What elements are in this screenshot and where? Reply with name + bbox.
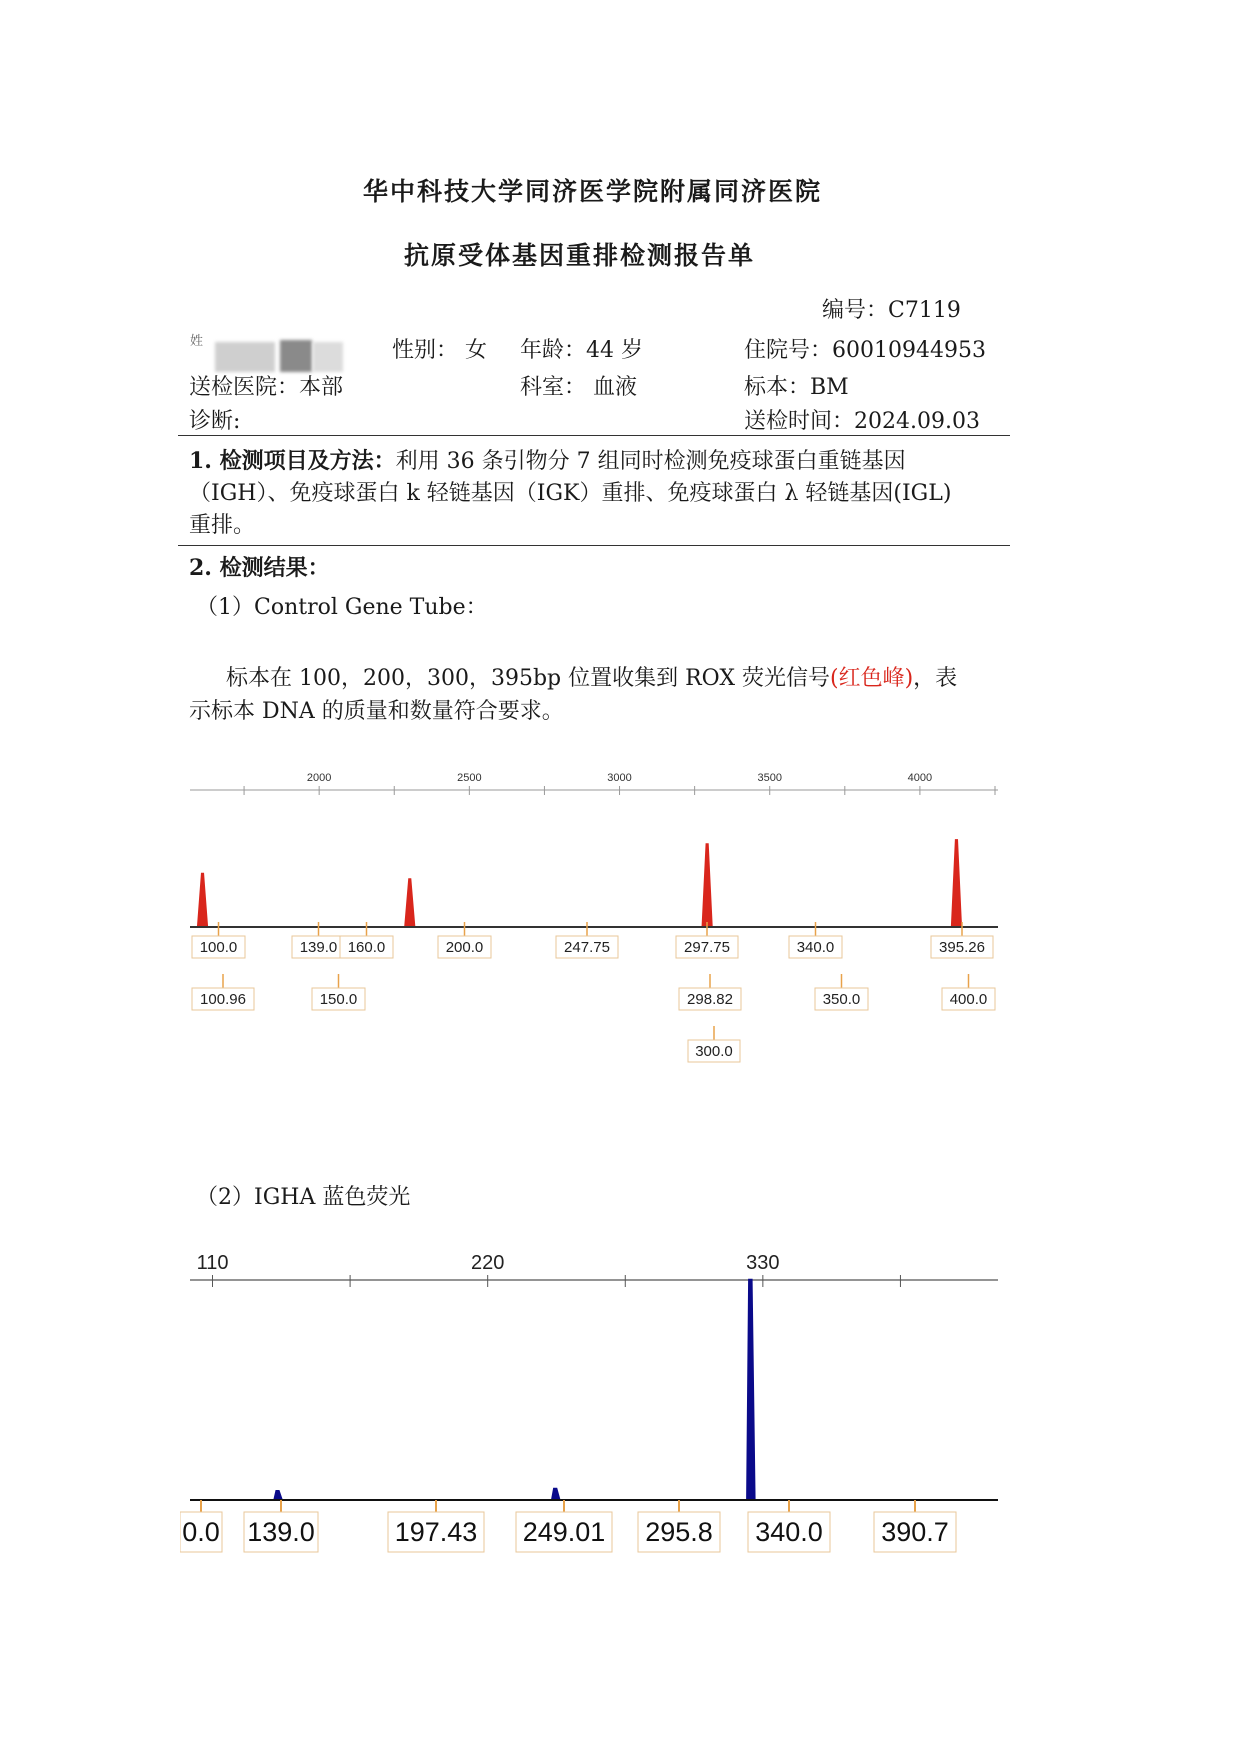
specimen: 标本：BM [744,375,849,400]
size-marker-label: 139.0 [299,939,338,956]
control-description-a: 标本在 100，200，300，395bp 位置收集到 ROX 荧光信号 [226,666,830,691]
red-peak [198,874,207,927]
x-tick-label: 330 [746,1252,780,1274]
red-peak [703,844,712,927]
size-marker-label: 297.75 [684,939,730,956]
section1-line3: 重排。 [189,513,256,538]
section1-heading: 1. 检测项目及方法： [189,448,396,474]
size-marker-label: 0.0 [182,1517,220,1547]
control-gene-chart [180,755,1010,1075]
diagnosis: 诊断: [189,409,241,434]
report-number: 编号：C7119 [822,298,961,323]
size-marker-label: 160.0 [347,939,386,956]
x-tick-label: 4000 [907,772,933,784]
red-peak [405,879,414,927]
size-marker-label: 400.0 [949,991,988,1008]
x-tick-label: 220 [470,1252,505,1274]
size-marker-label: 249.01 [522,1517,606,1547]
size-marker-label: 390.7 [881,1517,949,1547]
size-marker-label: 395.26 [939,939,985,956]
size-marker-label: 300.0 [695,1043,733,1060]
redacted-name-2 [280,340,312,372]
x-tick-label: 2500 [457,772,482,784]
blue-peak [275,1491,282,1500]
section1-line1 [189,444,906,475]
size-marker-label: 197.43 [394,1517,478,1547]
size-marker-label: 150.0 [319,991,358,1008]
size-marker-label: 100.96 [200,991,246,1008]
control-description-2: 示标本 DNA 的质量和数量符合要求。 [189,699,564,724]
size-marker-label: 100.0 [199,939,238,956]
red-peak [952,840,961,927]
control-gene-subheading: （1）Control Gene Tube： [196,595,488,620]
size-marker-label: 340.0 [796,939,835,956]
blue-peak [747,1280,754,1500]
inpatient-number: 住院号：60010944953 [744,338,986,363]
blue-peak [552,1489,559,1500]
size-marker-label: 247.75 [564,939,610,956]
x-tick-label: 110 [196,1252,229,1274]
redacted-name-3 [313,342,343,372]
igha-subheading: （2）IGHA 蓝色荧光 [196,1185,411,1210]
size-marker-label: 298.82 [687,991,733,1008]
size-marker-label: 340.0 [755,1517,823,1547]
department: 科室： 血液 [520,375,637,400]
patient-name-label: 姓 [190,334,204,349]
igha-chart [180,1245,1010,1565]
size-marker-label: 200.0 [445,939,484,956]
patient-gender: 性别： 女 [392,338,487,363]
divider-1 [178,435,1010,436]
control-description-b: ，表 [913,666,958,691]
x-tick-label: 3500 [757,772,782,784]
section1-text-1: 利用 36 条引物分 7 组同时检测免疫球蛋白重链基因 [395,449,906,474]
section2-heading: 2. 检测结果： [189,555,330,581]
section1-line2: （IGH）、免疫球蛋白 k 轻链基因（IGK）重排、免疫球蛋白 λ 轻链基因(IGL) [189,481,952,506]
divider-2 [178,545,1010,546]
x-tick-label: 3000 [607,772,632,784]
hospital-title: 华中科技大学同济医学院附属同济医院 [363,177,823,206]
x-tick-label: 2000 [306,772,332,784]
control-description-1 [226,661,957,692]
redacted-name [215,342,275,372]
send-time: 送检时间：2024.09.03 [744,409,980,434]
size-marker-label: 295.8 [645,1517,713,1547]
red-peak-note: (红色峰) [829,666,914,691]
size-marker-label: 139.0 [247,1517,315,1547]
send-hospital: 送检医院：本部 [189,375,344,400]
patient-age: 年龄：44 岁 [520,338,643,363]
size-marker-label: 350.0 [822,991,861,1008]
report-title: 抗原受体基因重排检测报告单 [404,241,756,270]
